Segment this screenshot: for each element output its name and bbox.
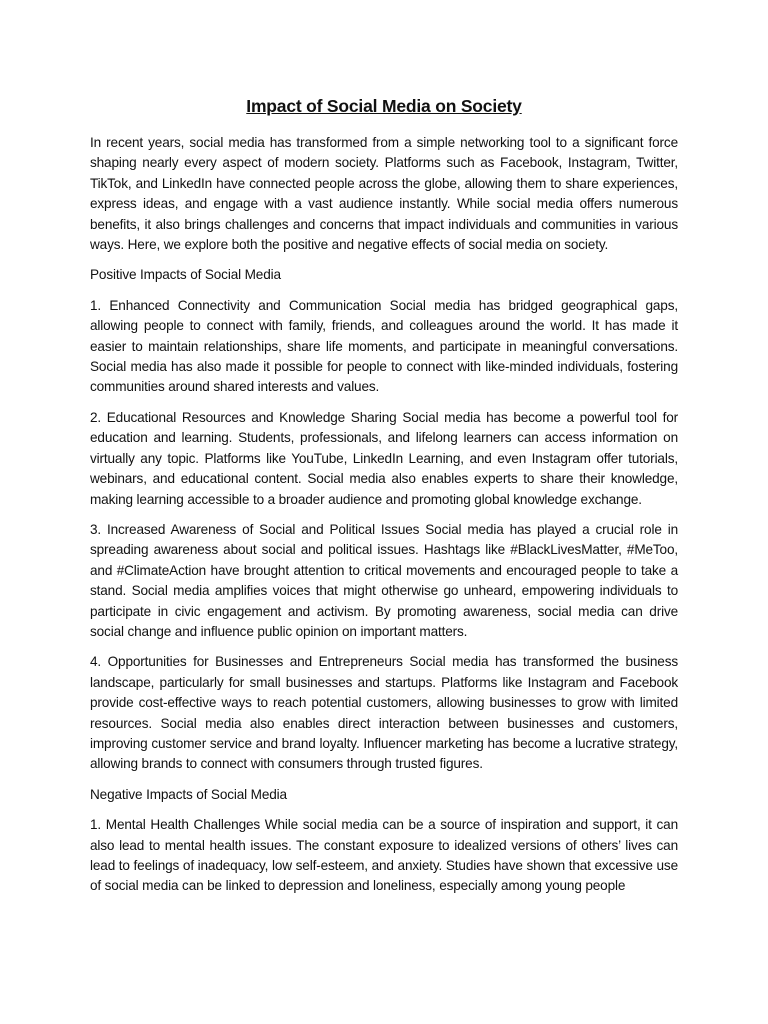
positive-item-connectivity: 1. Enhanced Connectivity and Communication Social media has bridged geographical gaps, allowing people to connect with family, friends, and colleagues around the world. It has made it easier to maintain relationships, share life moments, and participate in meaningful conversations. Social media has also made it possible for people to connect with like-minded individuals, fostering communities around shared interests and values.	[90, 297, 678, 395]
negative-item-mental-health: 1. Mental Health Challenges While social media can be a source of inspiration and support, it can also lead to mental health issues. The constant exposure to idealized versions of others’ lives can lead to feelings of inadequacy, low self-esteem, and anxiety. Studies have shown that excessive use of social media can be linked to depression and loneliness, especially among young people	[90, 817, 678, 894]
negative-impacts-heading: Negative Impacts of Social Media	[90, 786, 287, 802]
positive-item-education: 2. Educational Resources and Knowledge Sharing Social media has become a powerful tool for education and learning. Students, professionals, and lifelong learners can access information on virtually any topic. Platforms like YouTube, LinkedIn Learning, and even Instagram offer tutorials, webinars, and educational content. Social media also enables experts to share their knowledge, making learning accessible to a broader audience and promoting global knowledge exchange.	[90, 409, 678, 507]
positive-impacts-heading: Positive Impacts of Social Media	[90, 267, 281, 283]
intro-paragraph: In recent years, social media has transformed from a simple networking tool to a significant force shaping nearly every aspect of modern society. Platforms such as Facebook, Instagram, Twitter, TikTok, and LinkedIn have connected people across the globe, allowing them to share experiences, express ideas, and engage with a vast audience instantly. While social media offers numerous benefits, it also brings challenges and concerns that impact individuals and communities in various ways. Here, we explore both the positive and negative effects of social media on society.	[90, 135, 678, 253]
positive-item-awareness: 3. Increased Awareness of Social and Political Issues Social media has played a crucial role in spreading awareness about social and political issues. Hashtags like #BlackLivesMatter, #MeToo, and #ClimateAction have brought attention to critical movements and encouraged people to take a stand. Social media amplifies voices that might otherwise go unheard, empowering individuals to participate in civic engagement and activism. By promoting awareness, social media can drive social change and influence public opinion on important matters.	[90, 521, 678, 639]
document-title: Impact of Social Media on Society	[246, 96, 522, 116]
positive-item-business: 4. Opportunities for Businesses and Entrepreneurs Social media has transformed the business landscape, particularly for small businesses and startups. Platforms like Instagram and Facebook provide cost-effective ways to reach potential customers, allowing businesses to grow with limited resources. Social media also enables direct interaction between businesses and customers, improving customer service and brand loyalty. Influencer marketing has become a lucrative strategy, allowing brands to connect with consumers through trusted figures.	[90, 654, 678, 772]
